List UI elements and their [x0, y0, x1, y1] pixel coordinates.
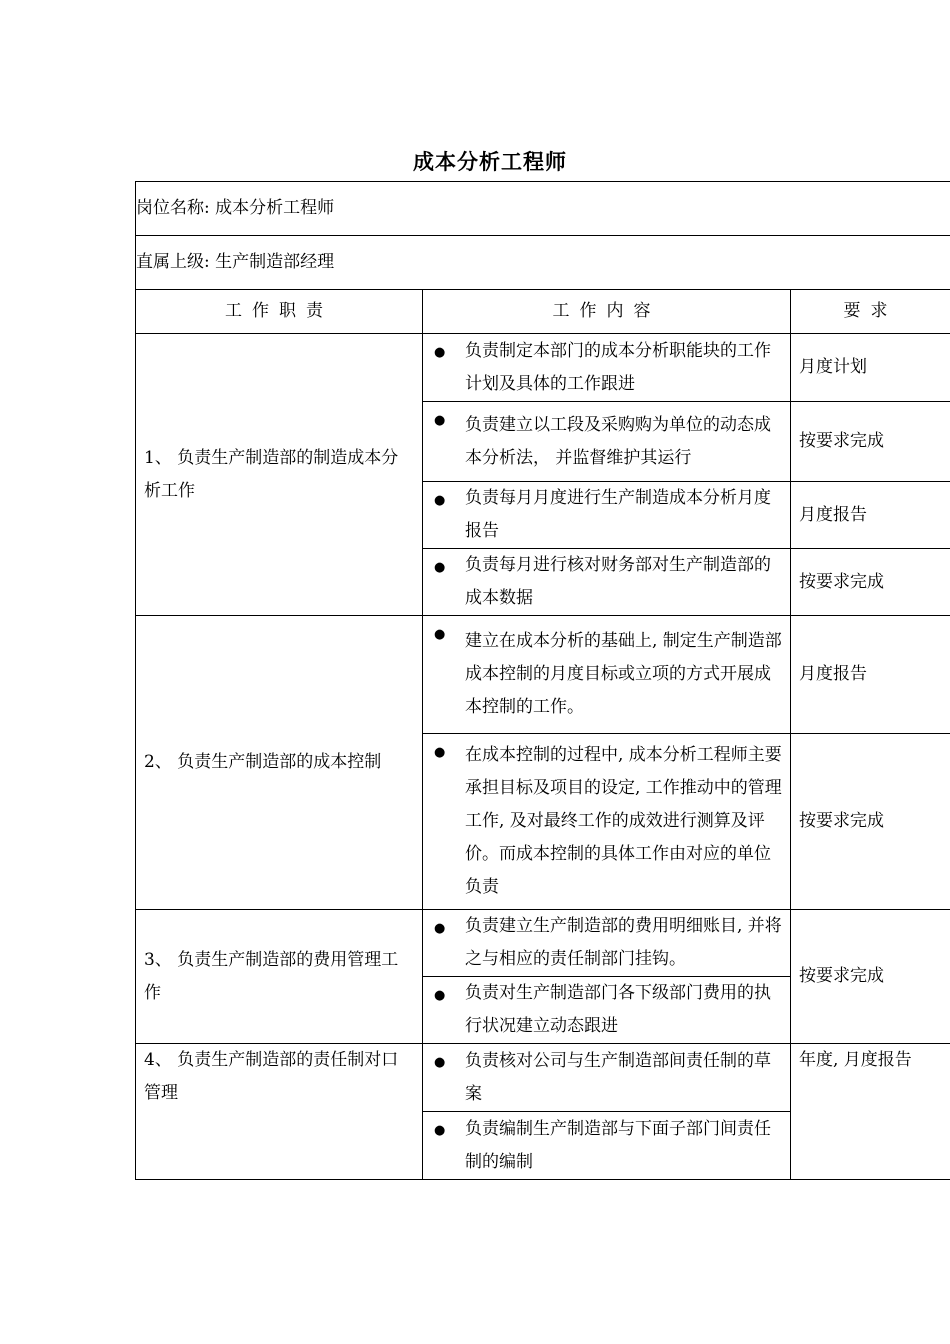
- table-header-row: [136, 290, 950, 334]
- requirement-cell: 按要求完成: [791, 549, 950, 616]
- duty-3: 3、 负责生产制造部的费用管理工作: [136, 910, 423, 1044]
- header-duty: 工作职责: [136, 290, 423, 334]
- content-cell: [423, 482, 791, 549]
- content-text: 负责编制生产制造部与下面子部门间责任制的编制: [465, 1118, 771, 1172]
- content-text: 负责制定本部门的成本分析职能块的工作计划及具体的工作跟进: [465, 340, 771, 394]
- supervisor-row: [136, 236, 950, 290]
- content-text: 负责建立生产制造部的费用明细账目, 并将之与相应的责任制部门挂钩。: [465, 916, 782, 969]
- requirement-cell: 月度报告: [791, 616, 950, 734]
- content-cell: [423, 910, 791, 977]
- duty-4: 4、 负责生产制造部的责任制对口管理: [136, 1044, 423, 1180]
- bullet-icon: ●: [434, 493, 446, 508]
- content-cell: [423, 1112, 791, 1180]
- bullet-icon: ●: [434, 1123, 446, 1138]
- bullet-icon: ●: [434, 921, 446, 936]
- content-text: 负责对生产制造部门各下级部门费用的执行状况建立动态跟进: [465, 983, 771, 1036]
- content-cell: [423, 334, 791, 402]
- content-text: 负责核对公司与生产制造部间责任制的草案: [465, 1050, 771, 1104]
- content-text: 负责每月进行核对财务部对生产制造部的成本数据: [465, 555, 771, 608]
- job-description-table: [135, 181, 950, 1180]
- requirement-cell: 按要求完成: [791, 402, 950, 482]
- content-text: 建立在成本分析的基础上, 制定生产制造部成本控制的月度目标或立项的方式开展成本控制的工作。: [465, 631, 782, 717]
- content-text: 在成本控制的过程中, 成本分析工程师主要承担目标及项目的设定, 工作推动中的管理工作, 及对最终工作的成效进行测算及评价。而成本控制的具体工作由对应的单位负责: [465, 745, 782, 897]
- header-content: 工作内容: [423, 290, 791, 334]
- requirement-cell: 月度计划: [791, 334, 950, 402]
- requirement-cell: 按要求完成: [791, 910, 950, 1044]
- duty-1: 1、 负责生产制造部的制造成本分析工作: [136, 334, 423, 616]
- content-cell: [423, 734, 791, 910]
- bullet-icon: ●: [434, 745, 446, 760]
- content-cell: [423, 977, 791, 1044]
- position-row: [136, 182, 950, 236]
- table-row: [136, 910, 950, 977]
- bullet-icon: ●: [434, 413, 446, 428]
- content-text: 负责每月月度进行生产制造成本分析月度报告: [465, 488, 771, 541]
- direct-supervisor: 直属上级: 生产制造部经理: [136, 236, 950, 290]
- content-cell: [423, 616, 791, 734]
- bullet-icon: ●: [434, 988, 446, 1003]
- requirement-cell: 月度报告: [791, 482, 950, 549]
- bullet-icon: ●: [434, 345, 446, 360]
- content-text: 负责建立以工段及采购购为单位的动态成本分析法， 并监督维护其运行: [465, 414, 771, 468]
- header-requirement: 要求: [791, 290, 950, 334]
- table-row: [136, 616, 950, 734]
- bullet-icon: ●: [434, 627, 446, 642]
- content-cell: [423, 402, 791, 482]
- duty-2: 2、 负责生产制造部的成本控制: [136, 616, 423, 910]
- content-cell: [423, 549, 791, 616]
- bullet-icon: ●: [434, 560, 446, 575]
- content-cell: [423, 1044, 791, 1112]
- bullet-icon: ●: [434, 1055, 446, 1070]
- requirement-cell: 按要求完成: [791, 734, 950, 910]
- position-name: 岗位名称: 成本分析工程师: [136, 182, 950, 236]
- table-row: [136, 1044, 950, 1112]
- document-title: 成本分析工程师: [413, 149, 567, 174]
- requirement-cell: 年度, 月度报告: [791, 1044, 950, 1180]
- table-row: [136, 334, 950, 402]
